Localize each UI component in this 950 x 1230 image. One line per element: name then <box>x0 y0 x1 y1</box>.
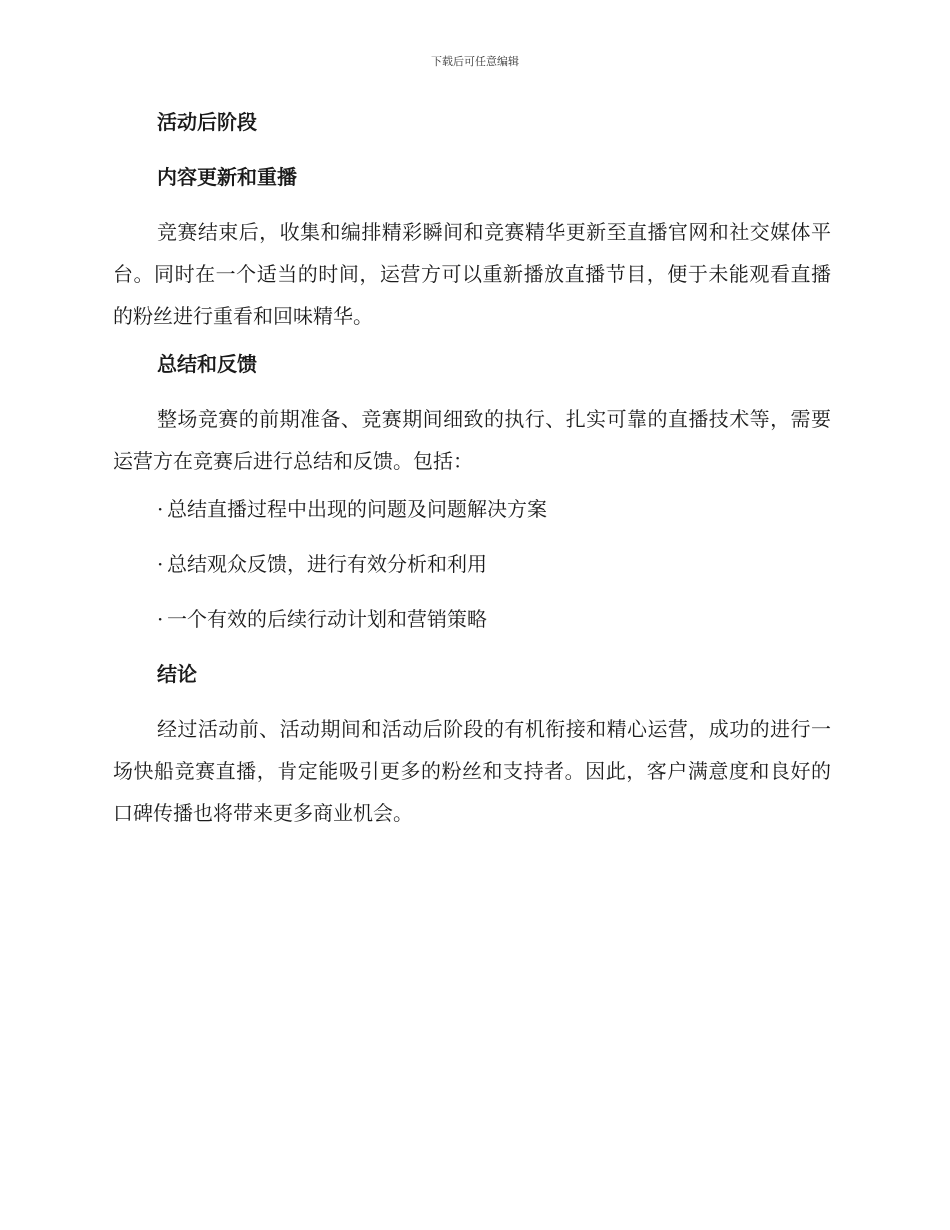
document-body <box>113 108 831 847</box>
paragraph-summary-feedback: 整场竞赛的前期准备、竞赛期间细致的执行、扎实可靠的直播技术等，需要运营方在竞赛后进行总结和反馈。包括： <box>113 407 831 473</box>
paragraph-conclusion: 经过活动前、活动期间和活动后阶段的有机衔接和精心运营，成功的进行一场快船竞赛直播，肯定能吸引更多的粉丝和支持者。因此，客户满意度和良好的口碑传播也将带来更多商业机会。 <box>113 717 831 825</box>
bullet-text: 总结观众反馈，进行有效分析和利用 <box>167 552 487 576</box>
bullet-marker: · <box>157 607 164 631</box>
bullet-item <box>113 605 831 633</box>
bullet-marker: · <box>157 552 164 576</box>
bullet-item <box>113 550 831 578</box>
bullet-marker: · <box>157 497 164 521</box>
section-heading-content-update: 内容更新和重播 <box>157 165 297 189</box>
bullet-text: 一个有效的后续行动计划和营销策略 <box>167 607 487 631</box>
bullet-text: 总结直播过程中出现的问题及问题解决方案 <box>167 497 547 521</box>
section-heading-summary-feedback: 总结和反馈 <box>157 352 257 376</box>
section-heading-post-event: 活动后阶段 <box>157 110 257 134</box>
bullet-item <box>113 495 831 523</box>
page-header-note: 下载后可任意编辑 <box>431 55 519 68</box>
section-heading-conclusion: 结论 <box>157 662 197 686</box>
paragraph-content-update: 竞赛结束后，收集和编排精彩瞬间和竞赛精华更新至直播官网和社交媒体平台。同时在一个适当的时间，运营方可以重新播放直播节目，便于未能观看直播的粉丝进行重看和回味精华。 <box>113 220 831 328</box>
